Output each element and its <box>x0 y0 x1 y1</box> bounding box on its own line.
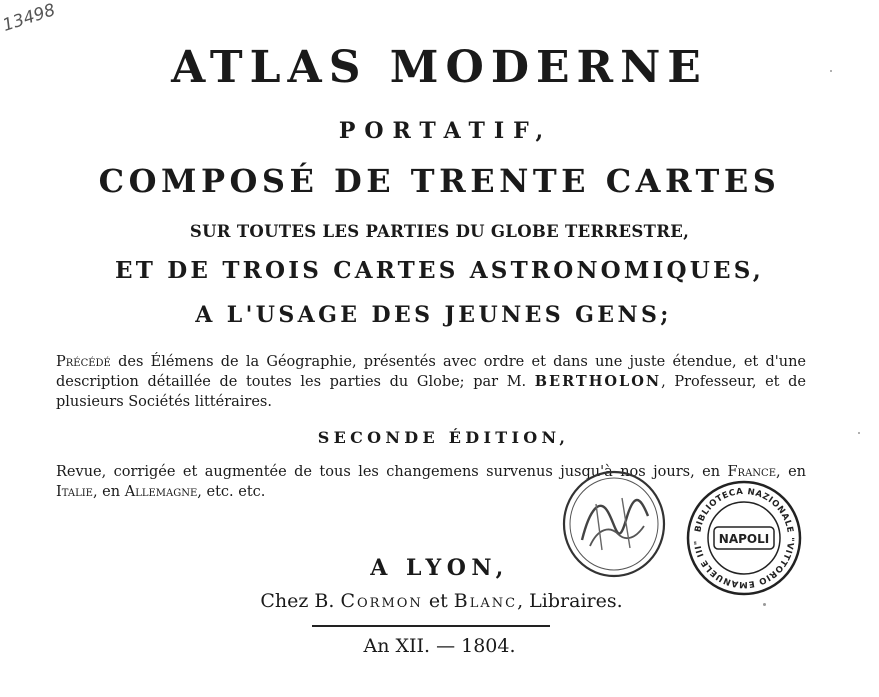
country-allemagne: Allemagne <box>124 484 198 500</box>
ink-speck <box>763 603 766 606</box>
ink-speck <box>858 432 860 434</box>
subtitle-globe: SUR TOUTES LES PARTIES DU GLOBE TERRESTRE, <box>189 222 690 241</box>
subtitle-usage: A L'USAGE DES JEUNES GENS; <box>195 302 672 328</box>
revision-text-b: , etc. etc. <box>197 484 266 500</box>
imprint-date: An XII. — 1804. <box>363 635 516 657</box>
publisher-mid: et <box>422 590 454 612</box>
subtitle-portatif: PORTATIF, <box>338 118 553 144</box>
revision-sep-1: , en <box>776 464 806 480</box>
subtitle-astronomiques: ET DE TROIS CARTES ASTRONOMIQUES, <box>115 257 764 284</box>
imprint-rule <box>312 625 550 627</box>
library-stamp-ring-text: BIBLIOTECA NAZIONALE "VITTORIO EMANUELE III" <box>692 486 796 590</box>
author-name: BERTHOLON <box>534 373 662 390</box>
edition-heading: SECONDE ÉDITION, <box>317 428 570 447</box>
ink-speck <box>830 70 832 72</box>
revision-sep-2: , en <box>92 484 125 500</box>
description-paragraph <box>56 352 806 412</box>
publisher-name-blanc: Blanc <box>453 590 518 612</box>
revision-text-a: Revue, corrigée et augmentée de tous les changemens survenus jusqu'à nos jours, en <box>56 464 728 480</box>
library-stamp-center: NAPOLI <box>718 532 770 546</box>
description-text-b: , Professeur, et de plusieurs Sociétés littéraires. <box>56 374 807 410</box>
description-text-a: des Élémens de la Géographie, présentés avec ordre et dans une juste étendue, et d'une description détaillée de toutes les parties du Globe; par M. <box>56 354 806 390</box>
publisher-pre: Chez B. <box>260 590 341 612</box>
precede-word: Précédé <box>56 354 111 370</box>
subtitle-compose: COMPOSÉ DE TRENTE CARTES <box>98 162 781 200</box>
inventory-number: 13498 <box>0 0 58 36</box>
library-stamp <box>684 479 804 597</box>
publisher-name-cormon: Cormon <box>340 590 423 612</box>
country-italie: Italie <box>56 484 93 500</box>
country-france: France <box>727 464 777 480</box>
publisher-post: , Libraires. <box>517 590 623 612</box>
main-title: ATLAS MODERNE <box>171 42 708 93</box>
monogram-stamp <box>560 468 668 580</box>
imprint-city: A LYON, <box>370 555 509 581</box>
